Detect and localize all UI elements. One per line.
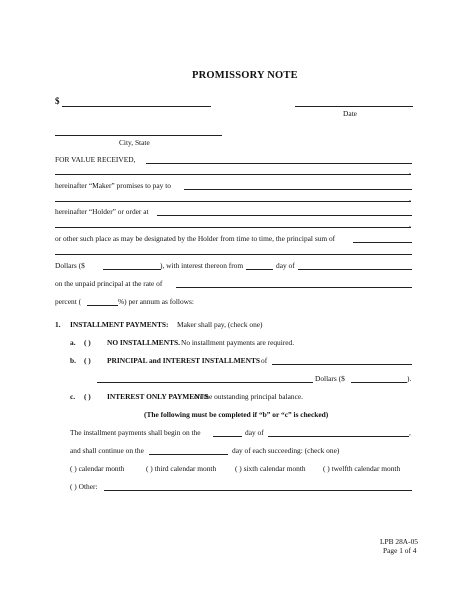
interest-month-field[interactable] <box>298 269 412 270</box>
maker-text: hereinafter “Maker” promises to pay to <box>55 181 171 190</box>
city-state-label: City, State <box>119 138 150 147</box>
form-code: LPB 28A-05 <box>380 537 418 546</box>
option-a-checkbox[interactable]: ( ) <box>84 338 91 347</box>
option-c-text: on the outstanding principal balance. <box>194 392 303 401</box>
option-b-title: PRINCIPAL and INTEREST INSTALLMENTS <box>107 356 260 365</box>
per-annum-text: %) per annum as follows: <box>118 297 194 306</box>
continue-text: and shall continue on the <box>70 446 144 455</box>
interest-day-field[interactable] <box>246 269 273 270</box>
option-b-of: of <box>261 356 268 365</box>
option-b-label: b. <box>70 356 76 365</box>
date-field[interactable] <box>295 106 413 107</box>
section-number: 1. <box>55 320 61 329</box>
option-c-label: c. <box>70 392 76 401</box>
begin-day-of: day of <box>245 428 264 437</box>
continue-day-field[interactable] <box>149 454 228 455</box>
begin-comma: , <box>409 428 411 437</box>
payee-field[interactable] <box>184 189 412 190</box>
comma: , <box>409 220 411 229</box>
for-value-field[interactable] <box>146 163 412 164</box>
option-c-checkbox[interactable]: ( ) <box>84 392 91 401</box>
continue-rest-text: day of each succeeding: (check one) <box>232 446 340 455</box>
begin-day-field[interactable] <box>213 436 242 437</box>
option-sixth-calendar-month[interactable]: ( ) sixth calendar month <box>235 464 306 473</box>
option-b-dollars: Dollars ($ <box>315 374 345 383</box>
option-c-title: INTEREST ONLY PAYMENTS <box>107 392 209 401</box>
principal-sum-field-2[interactable] <box>55 254 412 255</box>
installment-amount-field[interactable] <box>272 364 412 365</box>
section-heading: INSTALLMENT PAYMENTS: <box>70 320 169 329</box>
principal-sum-field[interactable] <box>353 242 412 243</box>
date-label: Date <box>343 109 357 118</box>
begin-text: The installment payments shall begin on the <box>70 428 201 437</box>
option-b-checkbox[interactable]: ( ) <box>84 356 91 365</box>
option-calendar-month[interactable]: ( ) calendar month <box>70 464 125 473</box>
amount-field[interactable] <box>62 106 211 107</box>
dollars-text: Dollars ($ <box>55 261 85 270</box>
holder-address-field-2[interactable] <box>55 227 411 228</box>
completion-note: (The following must be completed if “b” or “c” is checked) <box>144 410 329 419</box>
amount-dollar-sign: $ <box>55 96 60 106</box>
installment-amount-field-2[interactable] <box>97 382 313 383</box>
installment-dollars-field[interactable] <box>351 382 407 383</box>
page-number: Page 1 of 4 <box>383 546 417 555</box>
other-place-text: or other such place as may be designated by the Holder from time to time, the principal sum of <box>55 234 336 243</box>
percent-text: percent ( <box>55 297 82 306</box>
other-field[interactable] <box>104 490 412 491</box>
option-a-text: No installment payments are required. <box>181 338 295 347</box>
unpaid-principal-text: on the unpaid principal at the rate of <box>55 279 163 288</box>
city-state-field[interactable] <box>55 135 222 136</box>
option-a-label: a. <box>70 338 76 347</box>
section-heading-rest: Maker shall pay, (check one) <box>177 320 263 329</box>
day-of-text: day of <box>276 261 295 270</box>
holder-text: hereinafter “Holder” or order at <box>55 207 149 216</box>
option-other[interactable]: ( ) Other: <box>70 482 98 491</box>
option-b-close: ). <box>407 374 412 383</box>
payee-field-2[interactable] <box>55 201 411 202</box>
percent-field[interactable] <box>87 305 118 306</box>
for-value-received-text: FOR VALUE RECEIVED, <box>55 155 136 164</box>
begin-month-field[interactable] <box>268 436 409 437</box>
holder-address-field[interactable] <box>157 215 412 216</box>
for-value-field-2[interactable] <box>55 174 411 175</box>
option-twelfth-calendar-month[interactable]: ( ) twelfth calendar month <box>323 464 401 473</box>
option-a-title: NO INSTALLMENTS. <box>107 338 180 347</box>
interest-text: ), with interest thereon from <box>160 261 244 270</box>
option-third-calendar-month[interactable]: ( ) third calendar month <box>146 464 217 473</box>
rate-field[interactable] <box>176 287 412 288</box>
comma: , <box>409 167 411 176</box>
comma: , <box>409 194 411 203</box>
dollars-amount-field[interactable] <box>103 269 161 270</box>
page-title: PROMISSORY NOTE <box>192 70 298 81</box>
